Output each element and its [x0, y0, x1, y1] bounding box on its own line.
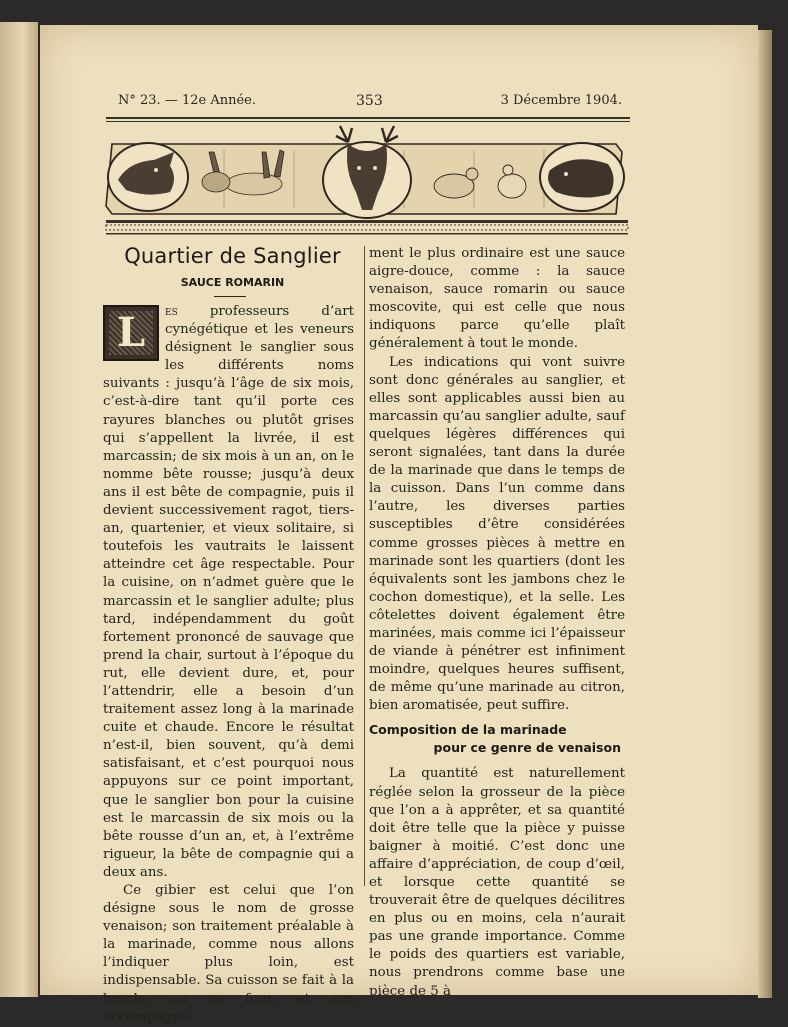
paragraph: Ce gibier est celui que l’on désigne sous le nom de grosse venaison; son traitement préalable à la marinade, comme nous allons l’indiquer plus loin, est indispensable. Sa cuisson se fait à la broche ou au four, et son accompagne- — [103, 883, 354, 1025]
stag-head-icon — [323, 126, 411, 218]
text-column-left — [103, 303, 354, 1027]
subtitle-rule — [214, 296, 246, 297]
boar-head-icon — [108, 143, 188, 211]
issue-number: N° 23. — 12e Année. — [118, 93, 256, 108]
article-subtitle: SAUCE ROMARIN — [180, 276, 285, 289]
game-banner-illustration — [104, 122, 630, 238]
running-header — [118, 93, 622, 113]
header-rule — [106, 117, 630, 119]
article-title: Quartier de Sanglier — [124, 244, 341, 268]
boar-head-icon — [540, 143, 624, 211]
section-heading-line-1: Composition de la marinade — [369, 722, 567, 738]
paragraph: La quantité est naturellement réglée selon la grosseur de la pièce que l’on a à apprêter, et sa quantité doit être telle que la pièce y puisse baigner à moitié. C’est donc une affaire d’appréciation, de coup d’œil, et lorsque cette quantité se trouverait être de quelques décilitres en plus ou en moins, cela n’aurait pas une grande importance. Comme le poids des quartiers est variable, nous prendrons comme base une pièce de 5 à — [369, 766, 625, 999]
drop-cap — [103, 305, 159, 361]
facing-page-edge — [0, 22, 38, 997]
section-heading — [369, 721, 625, 757]
section-heading-line-2: pour ce genre de venaison — [433, 740, 621, 756]
paragraph-text: professeurs d’art cynégétique et les veneurs désignent le sanglier sous les différents noms suivants : jusqu’à l’âge de six mois, c’est-à-dire tant qu’il porte ces rayures blanches ou plutôt grises qui s’appellent la livrée, il est marcassin; de six mois à un an, on le nomme bête rousse; jusqu’à deux ans il est bête de compagnie, puis il devient successivement ragot, tiers-an, quartenier, et vieux solitaire, si toutefois les vautraits le laissent atteindre cet âge respectable. Pour la cuisine, on n’admet guère que le marcassin et le sanglier adulte; plus tard, indépendamment du goût fortement prononcé de sauvage que prend la chair, surtout à l’époque du rut, elle devient dure, et, pour l’attendrir, elle a besoin d’un traitement assez long à la marinade cuite et chaude. Encore le résultat n’est-il, bien souvent, qu’à demi satisfaisant, et c’est pourquoi nous appuyons sur ce point important, que le sanglier bon pour la cuisine est le marcassin de six mois ou la bête rousse d’un an, et, à l’extrême rigueur, la bête de compagnie qui a deux ans. — [103, 304, 354, 880]
text-column-right — [369, 245, 625, 1001]
paragraph: ment le plus ordinaire est une sauce aigre-douce, comme : la sauce venaison, sauce romarin ou sauce moscovite, qui est celle que nous indiquons parce qu’elle plaît généralement à tout le monde. — [369, 246, 625, 352]
page-edge-shadow — [758, 30, 772, 998]
issue-date: 3 Décembre 1904. — [500, 93, 622, 108]
drop-cap-letter: L — [116, 309, 146, 356]
paragraph — [103, 303, 354, 882]
page-number: 353 — [356, 93, 383, 109]
column-divider — [364, 246, 365, 886]
first-word-rest: es — [165, 304, 178, 319]
paragraph: Les indications qui vont suivre sont donc générales au sanglier, et elles sont applicables aussi bien au marcassin qu’au sanglier adulte, sauf quelques légères différences qui seront signalées, tant dans la durée de la marinade que dans le temps de la cuisson. Dans l’un comme dans l’autre, les diverses parties susceptibles d’être considérées comme grosses pièces à mettre en marinade sont les quartiers (dont les équivalents sont les jambons chez le cochon domestique), et la selle. Les côtelettes doivent également être marinées, mais comme ici l’épaisseur de viande à pénétrer est infiniment moindre, quelques heures suffisent, de même qu’une marinade au citron, bien aromatisée, peut suffire. — [369, 354, 625, 714]
